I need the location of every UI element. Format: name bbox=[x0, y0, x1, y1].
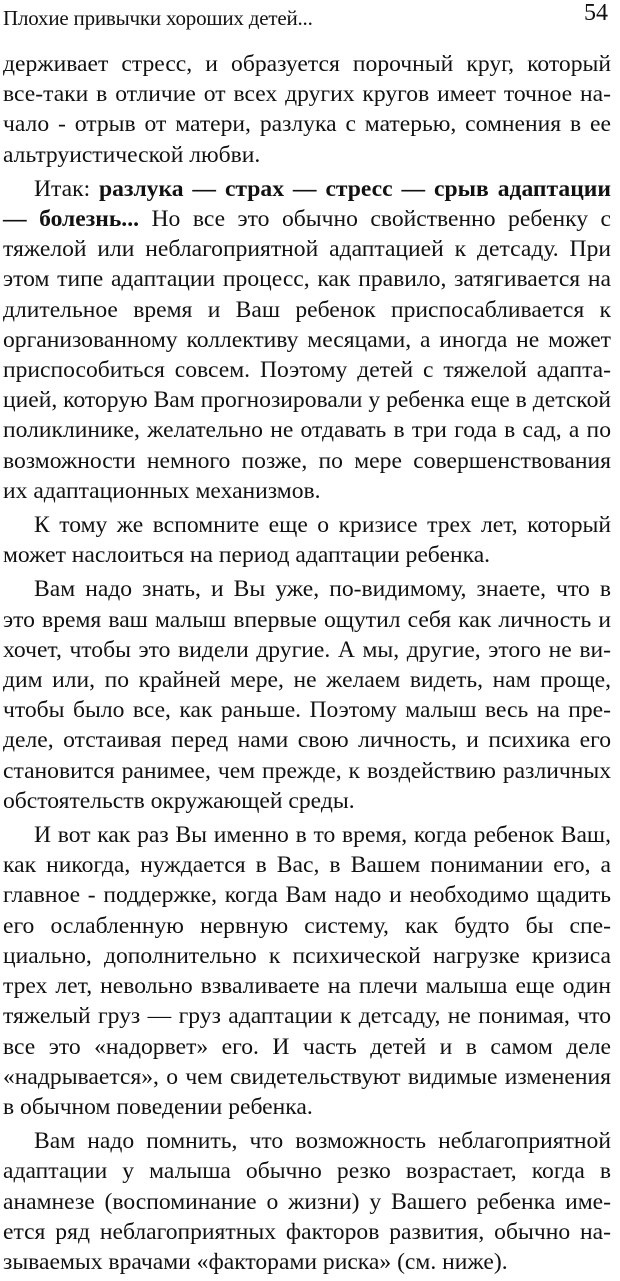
paragraph-5-text: И вот как раз Вы именно в то время, когда ребенок Ваш, как никогда, нуждается в Вас, в Вашем понимании его, а главное - поддержке, когда Вам надо и необходимо щадить его ослабленную нервную систему, как будто бы специально, дополнительно к психической нагрузке кризиса трех лет, невольно взваливаете на плечи малыша еще один тяжелый груз — груз адаптации к детсаду, не понимая, что все это «надорвет» его. И часть детей и в самом деле «надрывается», о чем свидетельствуют видимые изменения в обычном поведении ребенка. bbox=[3, 822, 611, 1120]
paragraph-2 bbox=[3, 174, 611, 506]
paragraph-2-bold-chain: разлука — страх — стресс — срыв адаптации — болезнь... bbox=[3, 175, 611, 233]
paragraph-1-text: держивает стресс, и образуется порочный круг, который все-таки в отличие от всех других кругов имеет точное начало - отрыв от матери, разлука с матерью, сомнения в ее альтруистической любви. bbox=[3, 51, 611, 168]
paragraph-3-text: К тому же вспомните еще о кризисе трех лет, который может наслоиться на период адаптации ребенка. bbox=[3, 512, 611, 569]
paragraph-4 bbox=[3, 574, 611, 816]
paragraph-6 bbox=[3, 1126, 611, 1277]
paragraph-4-text: Вам надо знать, и Вы уже, по-видимому, знаете, что в это время ваш малыш впервые ощутил себя как личность и хочет, чтобы это видели другие. А мы, другие, этого не видим или, по крайней мере, не желаем видеть, нам проще, чтобы было все, как раньше. Поэтому малыш весь на пределе, отстаивая перед нами свою личность, и психика его становится ранимее, чем прежде, к воздействию различных обстоятельств окружающей среды. bbox=[3, 576, 611, 814]
paragraph-2-lead: Итак: bbox=[34, 175, 100, 202]
paragraph-2-text: Но все это обычно свойственно ребенку с тяжелой или неблагоприятной адаптацией к детсаду. При этом типе адаптации процесс, как правило, затягивается на длительное время и Ваш ребенок приспосабливается к организованному коллективу месяцами, а иногда не может приспособиться совсем. Поэтому детей с тяжелой адаптацией, которую Вам прогнозировали у ребенка еще в детской поликлинике, желательно не отдавать в три года в сад, а по возможности немного позже, по мере совершенствования их адаптационных механизмов. bbox=[3, 206, 611, 504]
paragraph-1 bbox=[3, 49, 611, 170]
running-title: Плохие привычки хороших детей... bbox=[3, 6, 313, 30]
paragraph-3 bbox=[3, 510, 611, 570]
paragraph-5 bbox=[3, 820, 611, 1122]
body-text bbox=[3, 49, 611, 1281]
page-header bbox=[3, 0, 612, 34]
page-number: 54 bbox=[584, 0, 608, 26]
paragraph-6-text: Вам надо помнить, что возможность неблагоприятной адаптации у малыша обычно резко возрастает, когда в анамнезе (воспоминание о жизни) у Вашего ребенка имеется ряд неблагоприятных факторов развития, обычно называемых врачами «факторами риска» (см. ниже). bbox=[3, 1128, 611, 1275]
